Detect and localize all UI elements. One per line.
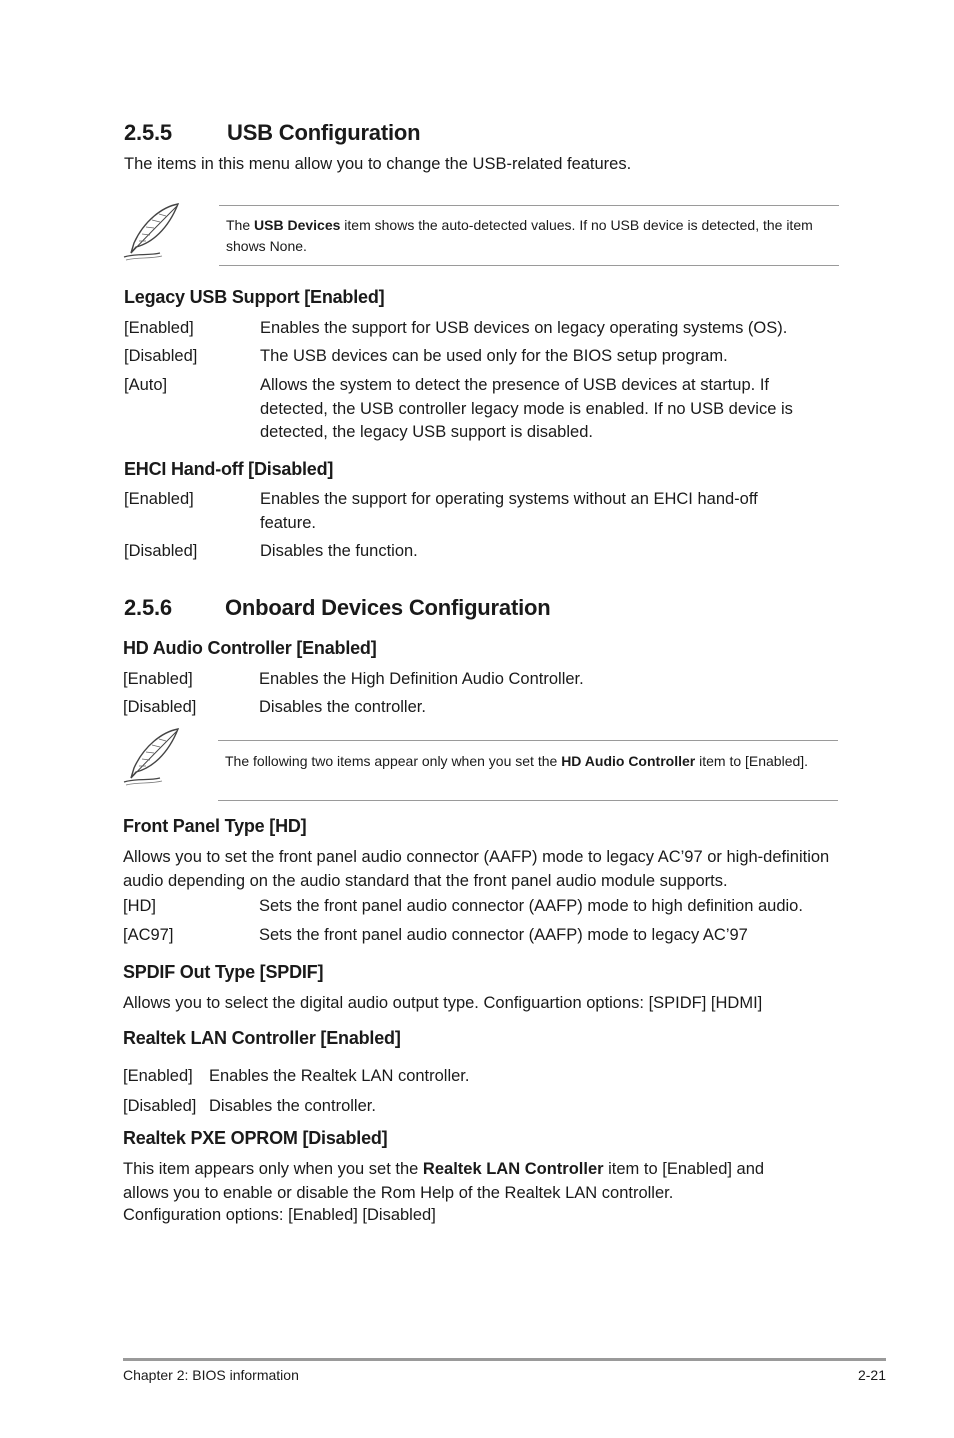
option-row [123, 1095, 843, 1119]
section-heading-onboard [124, 595, 824, 623]
bold-term: Realtek LAN Controller [422, 1160, 604, 1178]
option-desc: Enables the support for operating systems without an EHCI hand-off feature. [260, 490, 758, 532]
option-desc: Enables the High Definition Audio Controller. [259, 670, 584, 688]
option-row [124, 540, 844, 564]
option-key: [Disabled] [124, 542, 198, 560]
item-heading-hd-audio: HD Audio Controller [Enabled] [123, 638, 377, 658]
option-row [124, 488, 844, 536]
option-key: [Enabled] [123, 670, 193, 688]
option-row [123, 668, 843, 692]
item-heading-front-panel: Front Panel Type [HD] [123, 816, 307, 836]
option-desc: Allows the system to detect the presence of USB devices at startup. If detected, the USB controller legacy mode is enabled. If no USB device is detected, the legacy USB support is disabled. [260, 376, 793, 441]
item-heading-lan: Realtek LAN Controller [Enabled] [123, 1028, 401, 1048]
option-desc: Enables the support for USB devices on legacy operating systems (OS). [260, 319, 788, 337]
section-title: Onboard Devices Configuration [225, 595, 551, 620]
option-desc: Disables the function. [260, 542, 418, 560]
section-heading-usb [124, 120, 824, 148]
option-row [124, 345, 844, 369]
option-desc: Sets the front panel audio connector (AAFP) mode to legacy AC’97 [259, 926, 748, 944]
option-row [123, 895, 843, 919]
pxe-description: This item appears only when you set the Realtek LAN Controller item to [Enabled] and allows you to enable or disable the Rom Help of the Realtek LAN controller. [123, 1160, 765, 1202]
option-key: [Disabled] [123, 698, 197, 716]
option-row [124, 374, 844, 446]
feather-pen-icon [122, 726, 182, 786]
option-key: [Disabled] [124, 347, 198, 365]
note-bottom-rule [219, 265, 839, 266]
option-row [123, 924, 843, 948]
note-top-rule [219, 205, 839, 206]
option-row [123, 1065, 843, 1089]
section-number: 2.5.5 [124, 120, 172, 145]
section-title: USB Configuration [227, 120, 421, 145]
option-desc: The USB devices can be used only for the BIOS setup program. [260, 347, 728, 365]
option-key: [Enabled] [124, 319, 194, 337]
section-number: 2.5.6 [124, 595, 172, 620]
note-top-rule [218, 740, 838, 741]
option-key: [Enabled] [124, 490, 194, 508]
option-desc: Sets the front panel audio connector (AAFP) mode to high definition audio. [259, 897, 803, 915]
item-heading-ehci: EHCI Hand-off [Disabled] [124, 459, 334, 479]
hd-audio-note: The following two items appear only when you set the HD Audio Controller item to [Enabled]. [225, 753, 809, 769]
footer-page-number: 2-21 [857, 1367, 886, 1383]
front-panel-intro: Allows you to set the front panel audio connector (AAFP) mode to legacy AC’97 or high-definition audio depending on the audio standard that the front panel audio module supports. [123, 848, 830, 890]
item-heading-legacy-usb: Legacy USB Support [Enabled] [124, 287, 385, 307]
option-desc: Disables the controller. [259, 698, 426, 716]
note-bottom-rule [218, 800, 838, 801]
option-key: [Disabled] [123, 1097, 197, 1115]
option-key: [Enabled] [123, 1067, 193, 1085]
option-key: [HD] [123, 897, 156, 915]
option-key: [Auto] [124, 376, 168, 394]
option-desc: Disables the controller. [209, 1097, 376, 1115]
option-desc: Enables the Realtek LAN controller. [209, 1067, 470, 1085]
option-row [124, 317, 844, 341]
footer-rule [123, 1358, 886, 1361]
feather-pen-icon [122, 201, 182, 261]
usb-intro: The items in this menu allow you to change the USB-related features. [124, 155, 632, 173]
item-heading-pxe: Realtek PXE OPROM [Disabled] [123, 1128, 388, 1148]
spdif-intro: Allows you to select the digital audio output type. Configuartion options: [SPIDF] [HDMI] [123, 994, 763, 1012]
usb-devices-note: The USB Devices item shows the auto-detected values. If no USB device is detected, the item shows None. [226, 217, 813, 254]
item-heading-spdif: SPDIF Out Type [SPDIF] [123, 962, 324, 982]
note-bold-term: USB Devices [254, 217, 341, 233]
footer-chapter: Chapter 2: BIOS information [123, 1367, 299, 1383]
note-bold-term: HD Audio Controller [561, 753, 696, 769]
pxe-config-options: Configuration options: [Enabled] [Disabled] [123, 1206, 436, 1224]
option-key: [AC97] [123, 926, 174, 944]
option-row [123, 696, 843, 720]
